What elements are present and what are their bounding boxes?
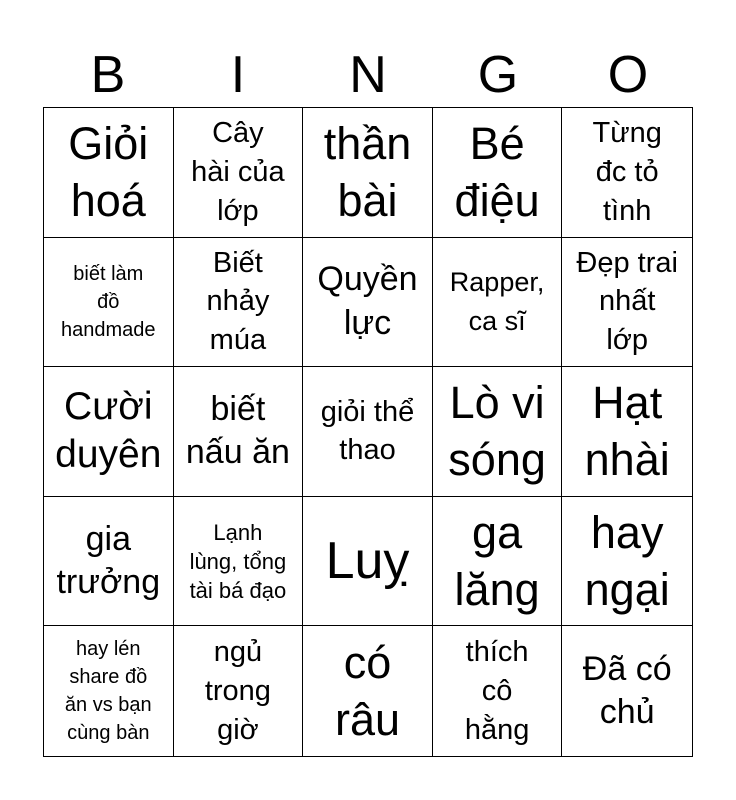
- cell-text: Cười duyên: [55, 384, 162, 477]
- bingo-cell[interactable]: [174, 626, 304, 756]
- cell-text: Lạnh lùng, tổng tài bá đạo: [189, 519, 287, 603]
- cell-text: hay lén share đồ ăn vs bạn cùng bàn: [64, 638, 152, 745]
- bingo-cell[interactable]: [562, 108, 692, 238]
- header-letter-o: O: [607, 46, 649, 104]
- bingo-cell[interactable]: [174, 108, 304, 238]
- cell-text: Đẹp trai nhất lớp: [576, 246, 678, 357]
- bingo-cell[interactable]: [562, 238, 692, 368]
- bingo-cell[interactable]: [174, 497, 304, 627]
- cell-text: Cây hài của lớp: [191, 117, 285, 227]
- bingo-cell[interactable]: [303, 497, 433, 627]
- cell-text: Lò vi sóng: [448, 377, 546, 486]
- bingo-cell[interactable]: [433, 108, 563, 238]
- bingo-cell[interactable]: [174, 238, 304, 368]
- cell-text: Đã có chủ: [582, 649, 672, 732]
- cell-text: Rapper, ca sĩ: [449, 266, 545, 336]
- bingo-cell[interactable]: [303, 626, 433, 756]
- bingo-cell[interactable]: [174, 367, 304, 497]
- header-letter-b: B: [90, 46, 126, 104]
- bingo-cell[interactable]: [562, 367, 692, 497]
- bingo-cell[interactable]: [303, 367, 433, 497]
- cell-text: Từng đc tỏ tình: [592, 117, 662, 227]
- bingo-header: [43, 42, 693, 108]
- header-letter-g: G: [477, 46, 519, 104]
- cell-text: ngủ trong giờ: [204, 635, 271, 746]
- cell-text: thích cô hằng: [464, 635, 530, 746]
- bingo-cell[interactable]: [433, 626, 563, 756]
- bingo-cell[interactable]: [44, 367, 174, 497]
- bingo-cell[interactable]: [44, 238, 174, 368]
- bingo-cell[interactable]: [44, 108, 174, 238]
- cell-text: Luỵ: [325, 532, 410, 591]
- cell-text: Giỏi hoá: [68, 118, 149, 227]
- cell-text: biết làm đồ handmade: [61, 262, 156, 341]
- cell-text: giỏi thể thao: [320, 395, 415, 467]
- cell-text: thần bài: [323, 118, 412, 227]
- cell-text: Quyền lực: [317, 260, 418, 342]
- cell-text: ga lăng: [454, 506, 540, 616]
- cell-text: hay ngại: [584, 506, 670, 616]
- cell-text: có râu: [334, 637, 401, 746]
- cell-text: gia trưởng: [56, 519, 161, 602]
- header-letter-n: N: [349, 46, 387, 104]
- bingo-cell[interactable]: [433, 238, 563, 368]
- cell-text: biết nấu ăn: [185, 389, 290, 472]
- bingo-cell[interactable]: [562, 626, 692, 756]
- bingo-cell[interactable]: [44, 497, 174, 627]
- bingo-cell[interactable]: [433, 497, 563, 627]
- cell-text: Bé điệu: [454, 118, 540, 227]
- bingo-cell[interactable]: [44, 626, 174, 756]
- bingo-cell[interactable]: [303, 238, 433, 368]
- bingo-board: [43, 107, 693, 757]
- bingo-cell[interactable]: [433, 367, 563, 497]
- bingo-cell[interactable]: [303, 108, 433, 238]
- cell-text: Hạt nhài: [584, 377, 670, 486]
- bingo-cell[interactable]: [562, 497, 692, 627]
- header-letter-i: I: [230, 46, 246, 104]
- cell-text: Biết nhảy múa: [206, 246, 270, 357]
